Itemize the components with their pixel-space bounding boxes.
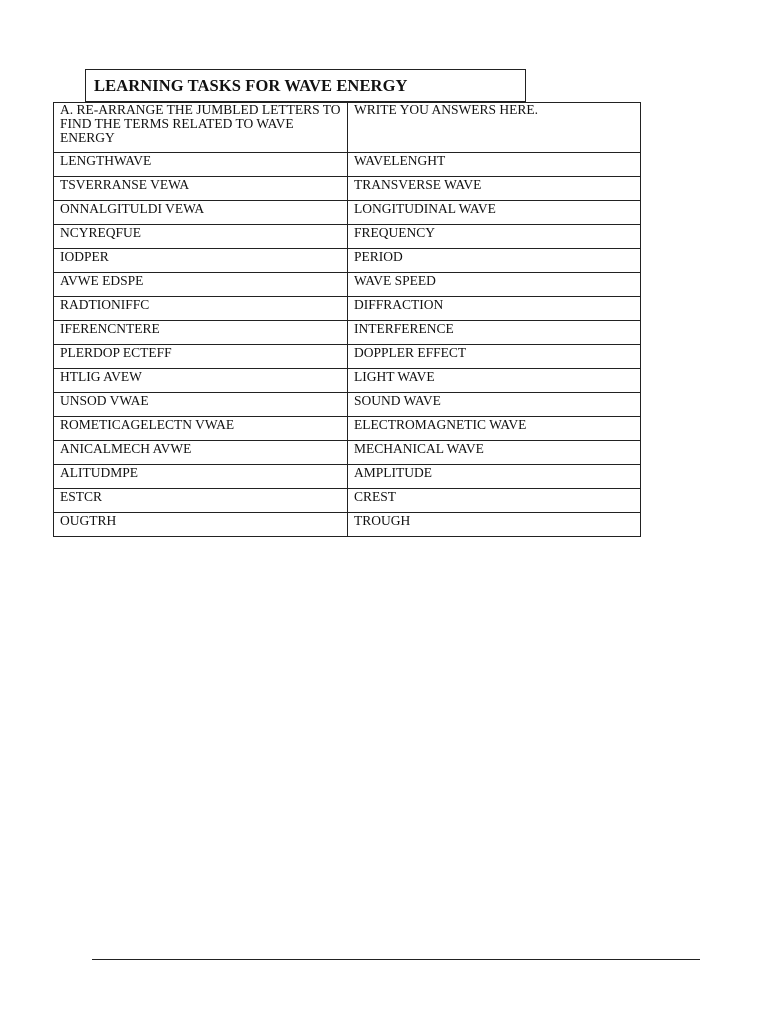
answer-cell: WAVELENGHT: [348, 153, 641, 177]
table-row: [54, 321, 641, 345]
jumbled-word-cell: UNSOD VWAE: [54, 393, 348, 417]
table-row: [54, 249, 641, 273]
table-row: [54, 513, 641, 537]
answer-cell: ELECTROMAGNETIC WAVE: [348, 417, 641, 441]
table-row: [54, 225, 641, 249]
table-row: [54, 417, 641, 441]
jumbled-word-cell: ROMETICAGELECTN VWAE: [54, 417, 348, 441]
jumbled-word-cell: ONNALGITULDI VEWA: [54, 201, 348, 225]
jumbled-word-cell: TSVERRANSE VEWA: [54, 177, 348, 201]
jumbled-word-cell: ESTCR: [54, 489, 348, 513]
answer-cell: FREQUENCY: [348, 225, 641, 249]
jumbled-word-cell: NCYREQFUE: [54, 225, 348, 249]
answer-cell: SOUND WAVE: [348, 393, 641, 417]
title-box: [85, 69, 526, 102]
jumbled-word-cell: IODPER: [54, 249, 348, 273]
table-row: [54, 153, 641, 177]
table-row: [54, 297, 641, 321]
table-row: [54, 273, 641, 297]
answer-cell: LONGITUDINAL WAVE: [348, 201, 641, 225]
answers-heading-cell: WRITE YOU ANSWERS HERE.: [348, 103, 641, 153]
learning-tasks-table: [53, 102, 641, 537]
answer-cell: TRANSVERSE WAVE: [348, 177, 641, 201]
table-row: [54, 489, 641, 513]
table-row: [54, 345, 641, 369]
answer-cell: LIGHT WAVE: [348, 369, 641, 393]
table-row: [54, 465, 641, 489]
answer-cell: WAVE SPEED: [348, 273, 641, 297]
table-header-row: [54, 103, 641, 153]
jumbled-word-cell: LENGTHWAVE: [54, 153, 348, 177]
table-row: [54, 393, 641, 417]
answer-cell: DOPPLER EFFECT: [348, 345, 641, 369]
answer-cell: MECHANICAL WAVE: [348, 441, 641, 465]
answer-cell: DIFFRACTION: [348, 297, 641, 321]
table-row: [54, 201, 641, 225]
answer-cell: TROUGH: [348, 513, 641, 537]
page-title: LEARNING TASKS FOR WAVE ENERGY: [94, 76, 408, 95]
jumbled-word-cell: OUGTRH: [54, 513, 348, 537]
jumbled-word-cell: IFERENCNTERE: [54, 321, 348, 345]
jumbled-word-cell: AVWE EDSPE: [54, 273, 348, 297]
jumbled-word-cell: ALITUDMPE: [54, 465, 348, 489]
answer-cell: PERIOD: [348, 249, 641, 273]
jumbled-word-cell: PLERDOP ECTEFF: [54, 345, 348, 369]
answer-cell: AMPLITUDE: [348, 465, 641, 489]
table-row: [54, 369, 641, 393]
bottom-divider: [92, 959, 700, 960]
table-row: [54, 441, 641, 465]
jumbled-word-cell: RADTIONIFFC: [54, 297, 348, 321]
table-row: [54, 177, 641, 201]
answer-cell: CREST: [348, 489, 641, 513]
instruction-cell: A. RE-ARRANGE THE JUMBLED LETTERS TO FIND THE TERMS RELATED TO WAVE ENERGY: [54, 103, 348, 153]
jumbled-word-cell: HTLIG AVEW: [54, 369, 348, 393]
answer-cell: INTERFERENCE: [348, 321, 641, 345]
jumbled-word-cell: ANICALMECH AVWE: [54, 441, 348, 465]
